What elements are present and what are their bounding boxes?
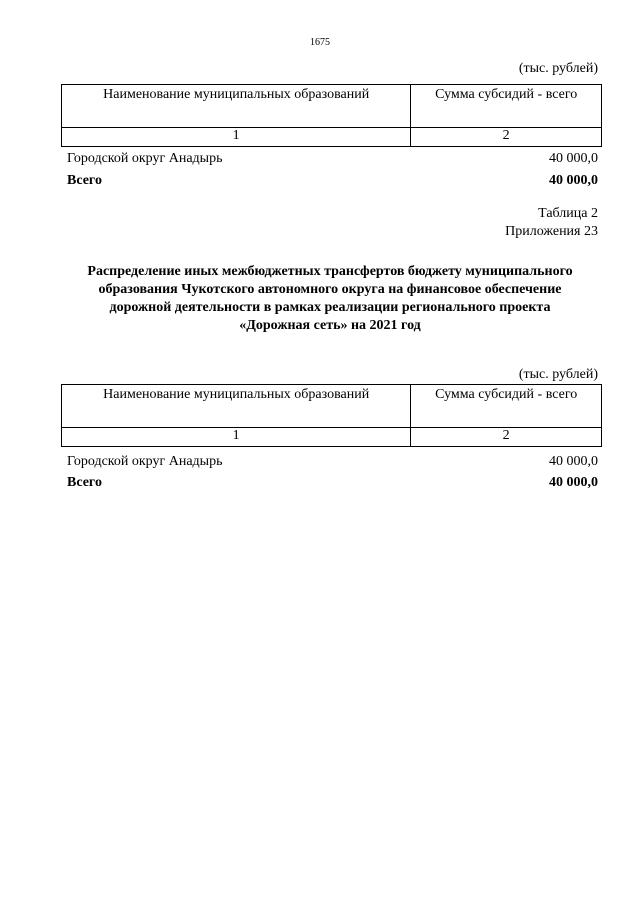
table1-numbering-col2: 2 bbox=[411, 128, 602, 147]
heading-line: образования Чукотского автономного округа на финансовое обеспечение bbox=[98, 282, 562, 297]
table2-row-name: Городской округ Анадырь bbox=[67, 454, 223, 469]
table2-total-row bbox=[67, 475, 598, 491]
table2-numbering-col2: 2 bbox=[411, 428, 602, 447]
table2-caption bbox=[505, 205, 598, 241]
table1-total-label: Всего bbox=[67, 173, 102, 188]
table2 bbox=[61, 384, 602, 447]
table2-numbering-row bbox=[62, 428, 602, 447]
heading-line: дорожной деятельности в рамках реализации регионального проекта bbox=[109, 300, 551, 315]
table1-row bbox=[67, 151, 598, 167]
table2-numbering-col1: 1 bbox=[62, 428, 411, 447]
table2-header-sum: Сумма субсидий - всего bbox=[411, 385, 602, 428]
table2-caption-line2: Приложения 23 bbox=[505, 224, 598, 239]
table1-row-value: 40 000,0 bbox=[549, 151, 598, 166]
table2-caption-line1: Таблица 2 bbox=[538, 206, 598, 221]
table2-row bbox=[67, 454, 598, 470]
table2-total-value: 40 000,0 bbox=[549, 475, 598, 490]
table1-total-row bbox=[67, 173, 598, 189]
table1-header-row bbox=[62, 85, 602, 128]
table2-heading bbox=[60, 263, 600, 335]
table2-units: (тыс. рублей) bbox=[518, 367, 598, 382]
table1-total-value: 40 000,0 bbox=[549, 173, 598, 188]
heading-line: «Дорожная сеть» на 2021 год bbox=[239, 318, 421, 333]
table1-numbering-col1: 1 bbox=[62, 128, 411, 147]
table2-row-value: 40 000,0 bbox=[549, 454, 598, 469]
table2-total-label: Всего bbox=[67, 475, 102, 490]
page-number: 1675 bbox=[310, 37, 330, 48]
table1-numbering-row bbox=[62, 128, 602, 147]
heading-line: Распределение иных межбюджетных трансфертов бюджету муниципального bbox=[87, 264, 573, 279]
table1-header-sum: Сумма субсидий - всего bbox=[411, 85, 602, 128]
table1-units: (тыс. рублей) bbox=[518, 61, 598, 76]
table2-header-row bbox=[62, 385, 602, 428]
table2-header-name: Наименование муниципальных образований bbox=[62, 385, 411, 428]
table1 bbox=[61, 84, 602, 147]
table1-header-name: Наименование муниципальных образований bbox=[62, 85, 411, 128]
table1-row-name: Городской округ Анадырь bbox=[67, 151, 223, 166]
